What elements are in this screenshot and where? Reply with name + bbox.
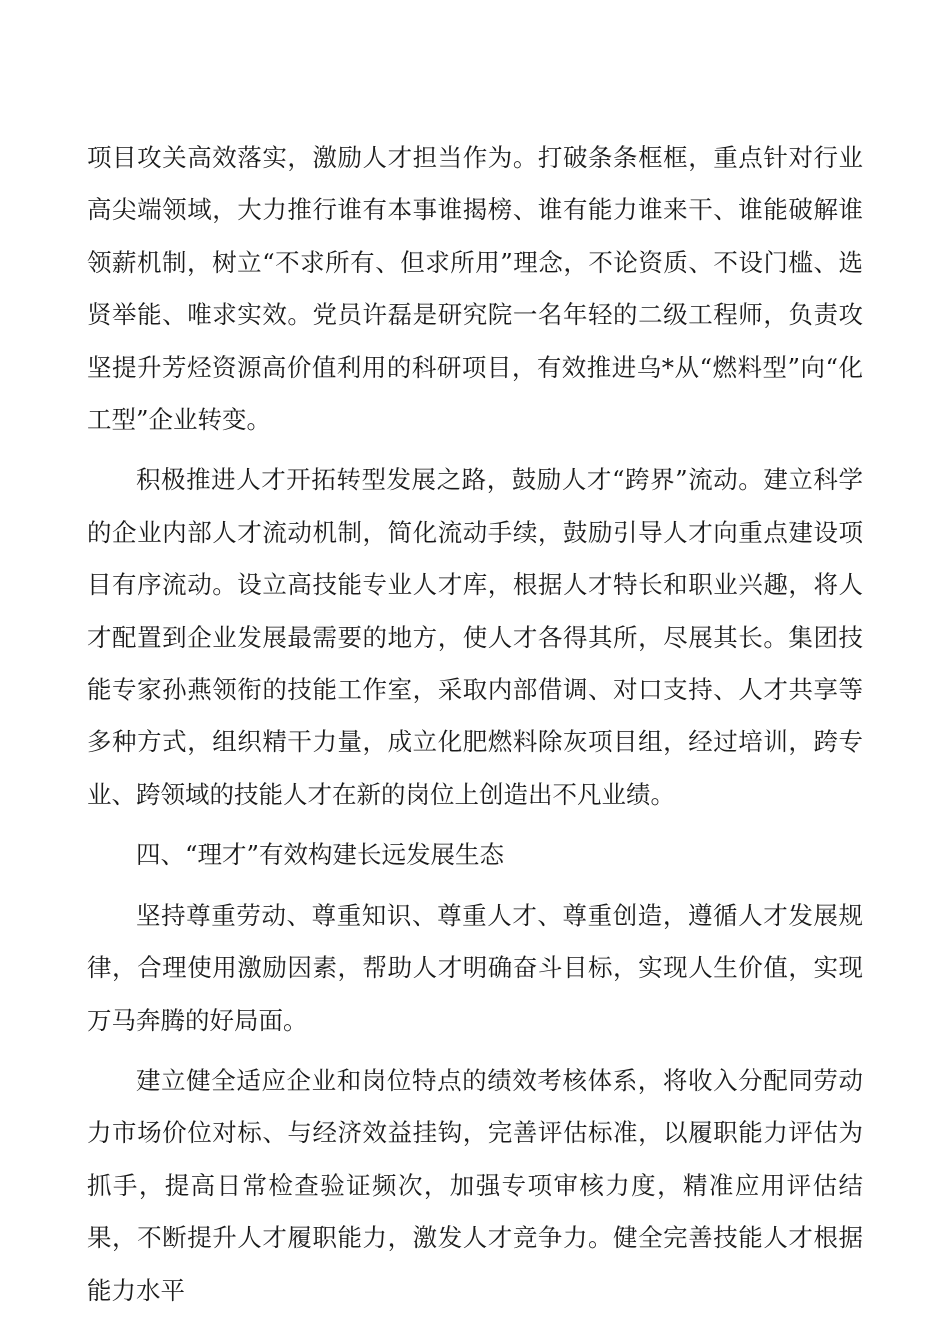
document-body xyxy=(87,132,863,1325)
paragraph-2: 积极推进人才开拓转型发展之路，鼓励人才“跨界”流动。建立科学的企业内部人才流动机制，简化流动手续，鼓励引导人才向重点建设项目有序流动。设立高技能专业人才库，根据人才特长和职业兴趣，将人才配置到企业发展最需要的地方，使人才各得其所，尽展其长。集团技能专家孙燕领衔的技能工作室，采取内部借调、对口支持、人才共享等多种方式，组织精干力量，成立化肥燃料除灰项目组，经过培训，跨专业、跨领域的技能人才在新的岗位上创造出不凡业绩。 xyxy=(87,465,863,809)
paragraph-1: 项目攻关高效落实，激励人才担当作为。打破条条框框，重点针对行业高尖端领域，大力推行谁有本事谁揭榜、谁有能力谁来干、谁能破解谁领薪机制，树立“不求所有、但求所用”理念，不论资质、不设门槛、选贤举能、唯求实效。党员许磊是研究院一名年轻的二级工程师，负责攻坚提升芳烃资源高价值利用的科研项目，有效推进乌*从“燃料型”向“化工型”企业转变。 xyxy=(87,143,863,435)
section-heading: 四、“理才”有效构建长远发展生态 xyxy=(136,840,505,870)
paragraph-3: 坚持尊重劳动、尊重知识、尊重人才、尊重创造，遵循人才发展规律，合理使用激励因素，帮助人才明确奋斗目标，实现人生价值，实现万马奔腾的好局面。 xyxy=(87,900,863,1035)
paragraph-4: 建立健全适应企业和岗位特点的绩效考核体系，将收入分配同劳动力市场价位对标、与经济效益挂钩，完善评估标准，以履职能力评估为抓手，提高日常检查验证频次，加强专项审核力度，精准应用评估结果，不断提升人才履职能力，激发人才竞争力。健全完善技能人才根据能力水平 xyxy=(87,1065,863,1305)
